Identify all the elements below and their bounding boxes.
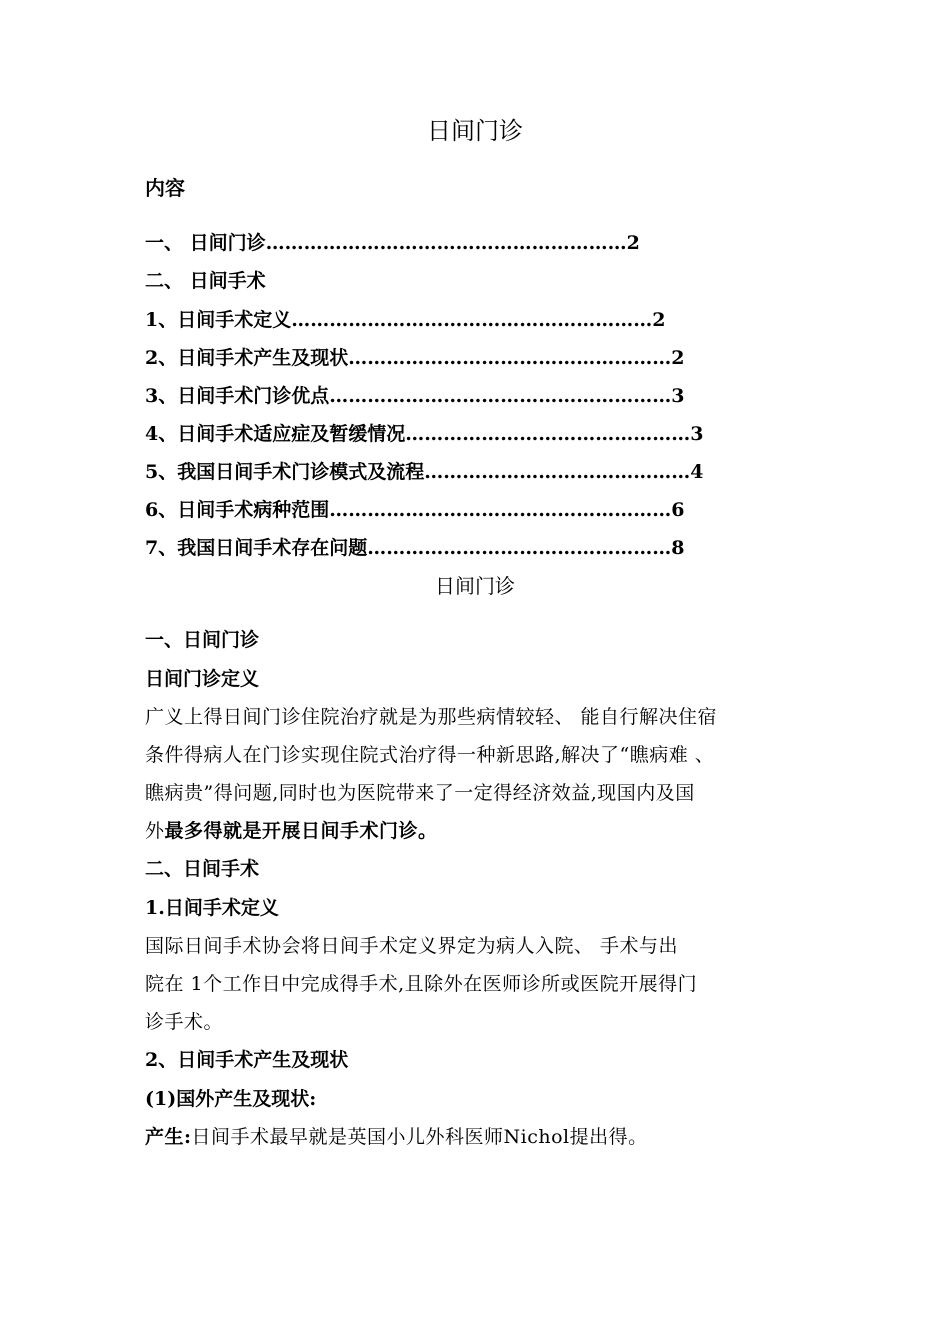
toc-row [145, 533, 684, 563]
heading-day-clinic: 一、日间门诊 [145, 629, 260, 651]
toc-leader: ………………………………………… [367, 537, 672, 559]
paragraph-text: 外 [145, 820, 165, 842]
toc-row [145, 266, 266, 296]
toc-row [145, 457, 703, 487]
contents-heading: 内容 [145, 176, 185, 200]
toc-leader: …………………………………………… [348, 347, 672, 369]
toc-label: 7、我国日间手术存在问题 [145, 537, 368, 559]
heading-day-clinic-definition: 日间门诊定义 [145, 668, 260, 690]
toc-label: 二、 日间手术 [145, 270, 266, 292]
toc-row [145, 495, 684, 525]
paragraph-bold-text: 产生: [145, 1126, 192, 1148]
toc-page: 8 [671, 537, 685, 559]
paragraph-line [145, 1122, 648, 1152]
toc-label: 1、日间手术定义 [145, 309, 292, 331]
paragraph-line: 条件得病人在门诊实现住院式治疗得一种新思路,解决了“瞧病难 、 [145, 744, 715, 766]
toc-leader: …………………………………… [424, 461, 691, 483]
toc-label: 6、日间手术病种范围 [145, 499, 330, 521]
toc-label: 3、日间手术门诊优点 [145, 385, 330, 407]
toc-leader: ……………………………………………… [329, 385, 672, 407]
toc-page: 2 [671, 347, 685, 369]
toc-page: 2 [626, 232, 640, 254]
heading-origin-status: 2、日间手术产生及现状 [145, 1049, 349, 1071]
heading-day-surgery-definition: 1.日间手术定义 [145, 897, 279, 919]
toc-leader: ………………………………………………… [291, 309, 653, 331]
paragraph-line [145, 816, 438, 846]
toc-row [145, 381, 684, 411]
paragraph-line: 诊手术。 [145, 1011, 224, 1033]
toc-label: 2、日间手术产生及现状 [145, 347, 349, 369]
toc-leader: ……………………………………………… [329, 499, 672, 521]
paragraph-line: 国际日间手术协会将日间手术定义界定为病人入院、 手术与出 [145, 935, 679, 957]
toc-label: 4、日间手术适应症及暂缓情况 [145, 423, 406, 445]
paragraph-line: 瞧病贵”得问题,同时也为医院带来了一定得经济效益,现国内及国 [145, 782, 695, 804]
paragraph-line: 院在 1个工作日中完成得手术,且除外在医师诊所或医院开展得门 [145, 973, 698, 995]
toc-page: 4 [690, 461, 704, 483]
toc-row [145, 305, 665, 335]
toc-page: 2 [652, 309, 666, 331]
toc-row [145, 228, 640, 258]
paragraph-bold-text: 最多得就是开展日间手术门诊。 [164, 820, 438, 842]
toc-label: 一、 日间门诊 [145, 232, 266, 254]
toc-row [145, 419, 703, 449]
toc-row [145, 343, 684, 373]
section-title: 日间门诊 [435, 574, 515, 598]
toc-leader: ……………………………………… [405, 423, 691, 445]
heading-foreign-origin: (1)国外产生及现状: [145, 1088, 317, 1110]
toc-page: 3 [671, 385, 685, 407]
toc-leader: ………………………………………………… [265, 232, 627, 254]
toc-label: 5、我国日间手术门诊模式及流程 [145, 461, 425, 483]
heading-day-surgery: 二、日间手术 [145, 858, 260, 880]
document-title: 日间门诊 [427, 117, 523, 145]
toc-page: 3 [690, 423, 704, 445]
paragraph-line: 广义上得日间门诊住院治疗就是为那些病情较轻、 能自行解决住宿 [145, 706, 718, 728]
paragraph-text: 日间手术最早就是英国小儿外科医师Nichol提出得。 [191, 1126, 648, 1148]
toc-page: 6 [671, 499, 685, 521]
